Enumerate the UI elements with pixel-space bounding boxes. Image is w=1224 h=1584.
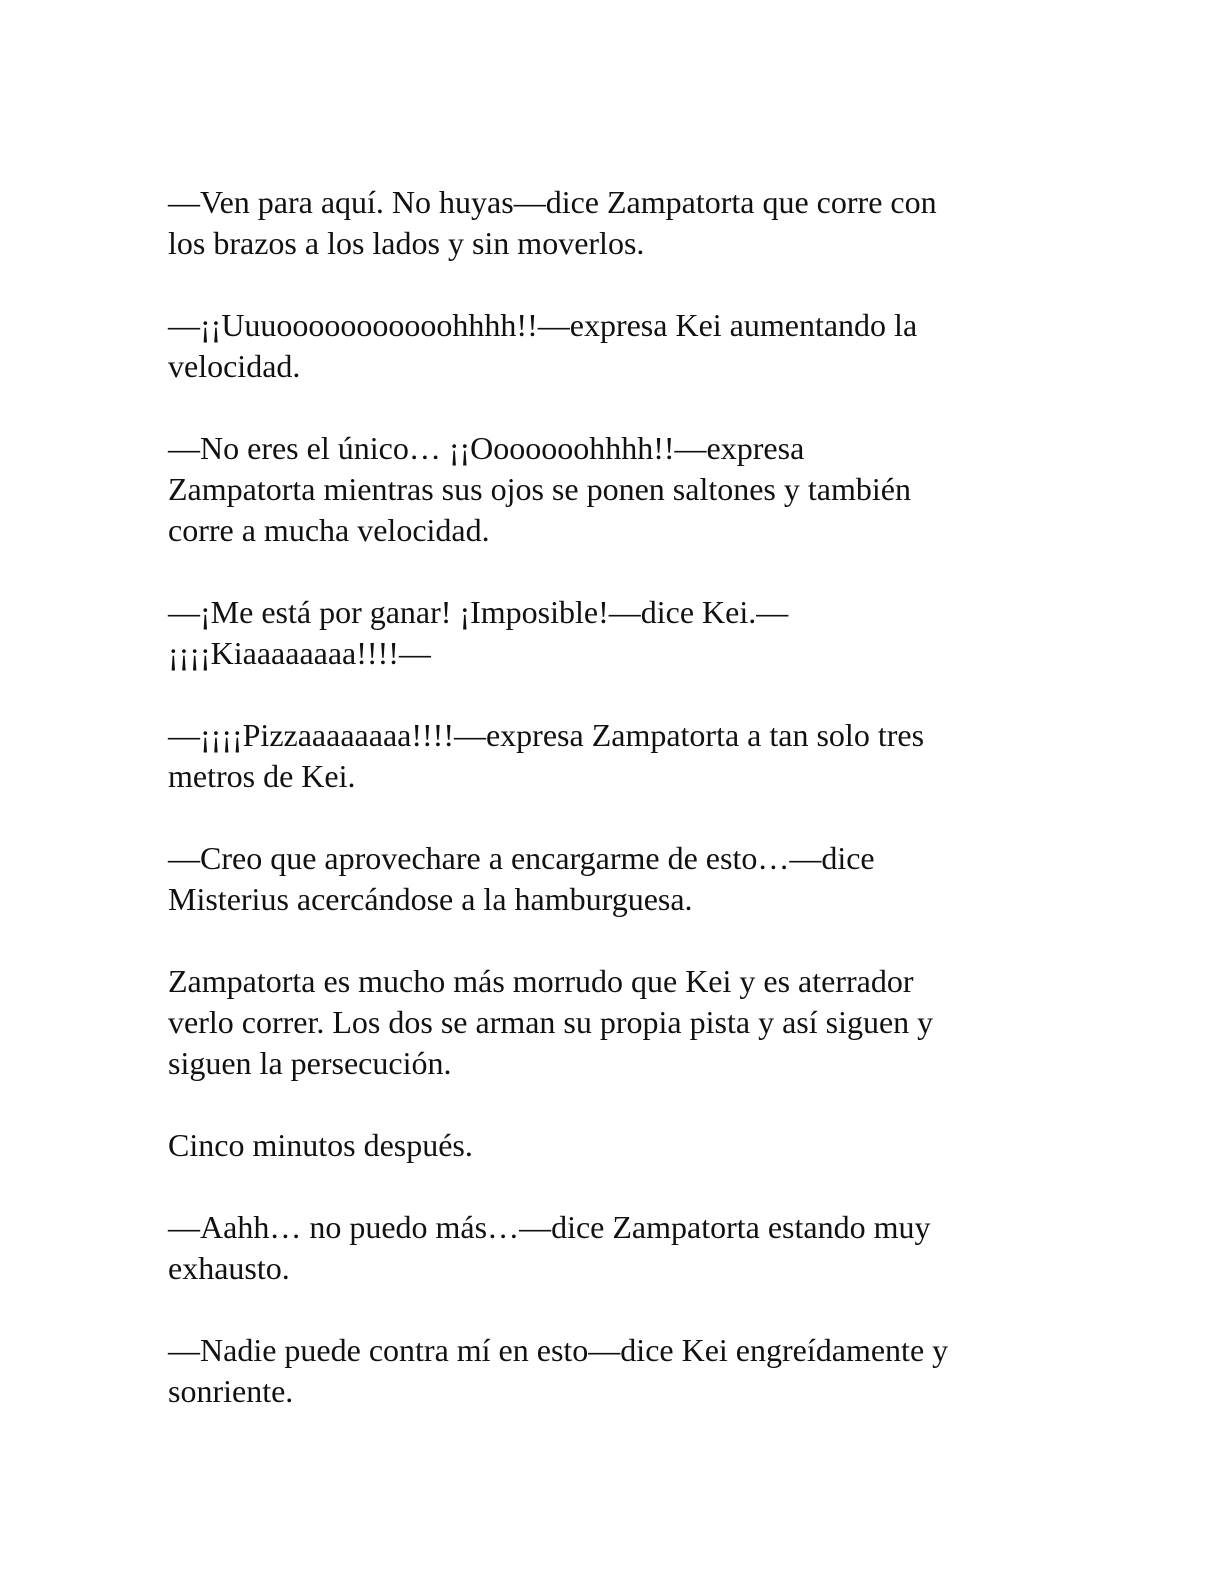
paragraph: Cinco minutos después. [168,1127,473,1163]
paragraph: —Creo que aprovechare a encargarme de esto…—dice Misterius acercándose a la hamburguesa. [168,840,875,917]
paragraph: —Aahh… no puedo más…—dice Zampatorta estando muy exhausto. [168,1209,931,1286]
paragraph: —¡Me está por ganar! ¡Imposible!—dice Kei.— ¡¡¡¡Kiaaaaaaaa!!!!— [168,594,789,671]
paragraph: —Ven para aquí. No huyas—dice Zampatorta que corre con los brazos a los lados y sin moverlos. [168,184,937,261]
paragraph: —¡¡Uuuooooooooooohhhh!!—expresa Kei aumentando la velocidad. [168,307,918,384]
paragraph: —Nadie puede contra mí en esto—dice Kei engreídamente y sonriente. [168,1332,949,1409]
body-text [168,182,1048,1453]
paragraph: —No eres el único… ¡¡Ooooooohhhh!!—expresa Zampatorta mientras sus ojos se ponen saltones y también corre a mucha velocidad. [168,430,911,548]
paragraph: Zampatorta es mucho más morrudo que Kei y es aterrador verlo correr. Los dos se arman su propia pista y así siguen y siguen la persecución. [168,963,934,1081]
paragraph: —¡¡¡¡Pizzaaaaaaaa!!!!—expresa Zampatorta a tan solo tres metros de Kei. [168,717,925,794]
